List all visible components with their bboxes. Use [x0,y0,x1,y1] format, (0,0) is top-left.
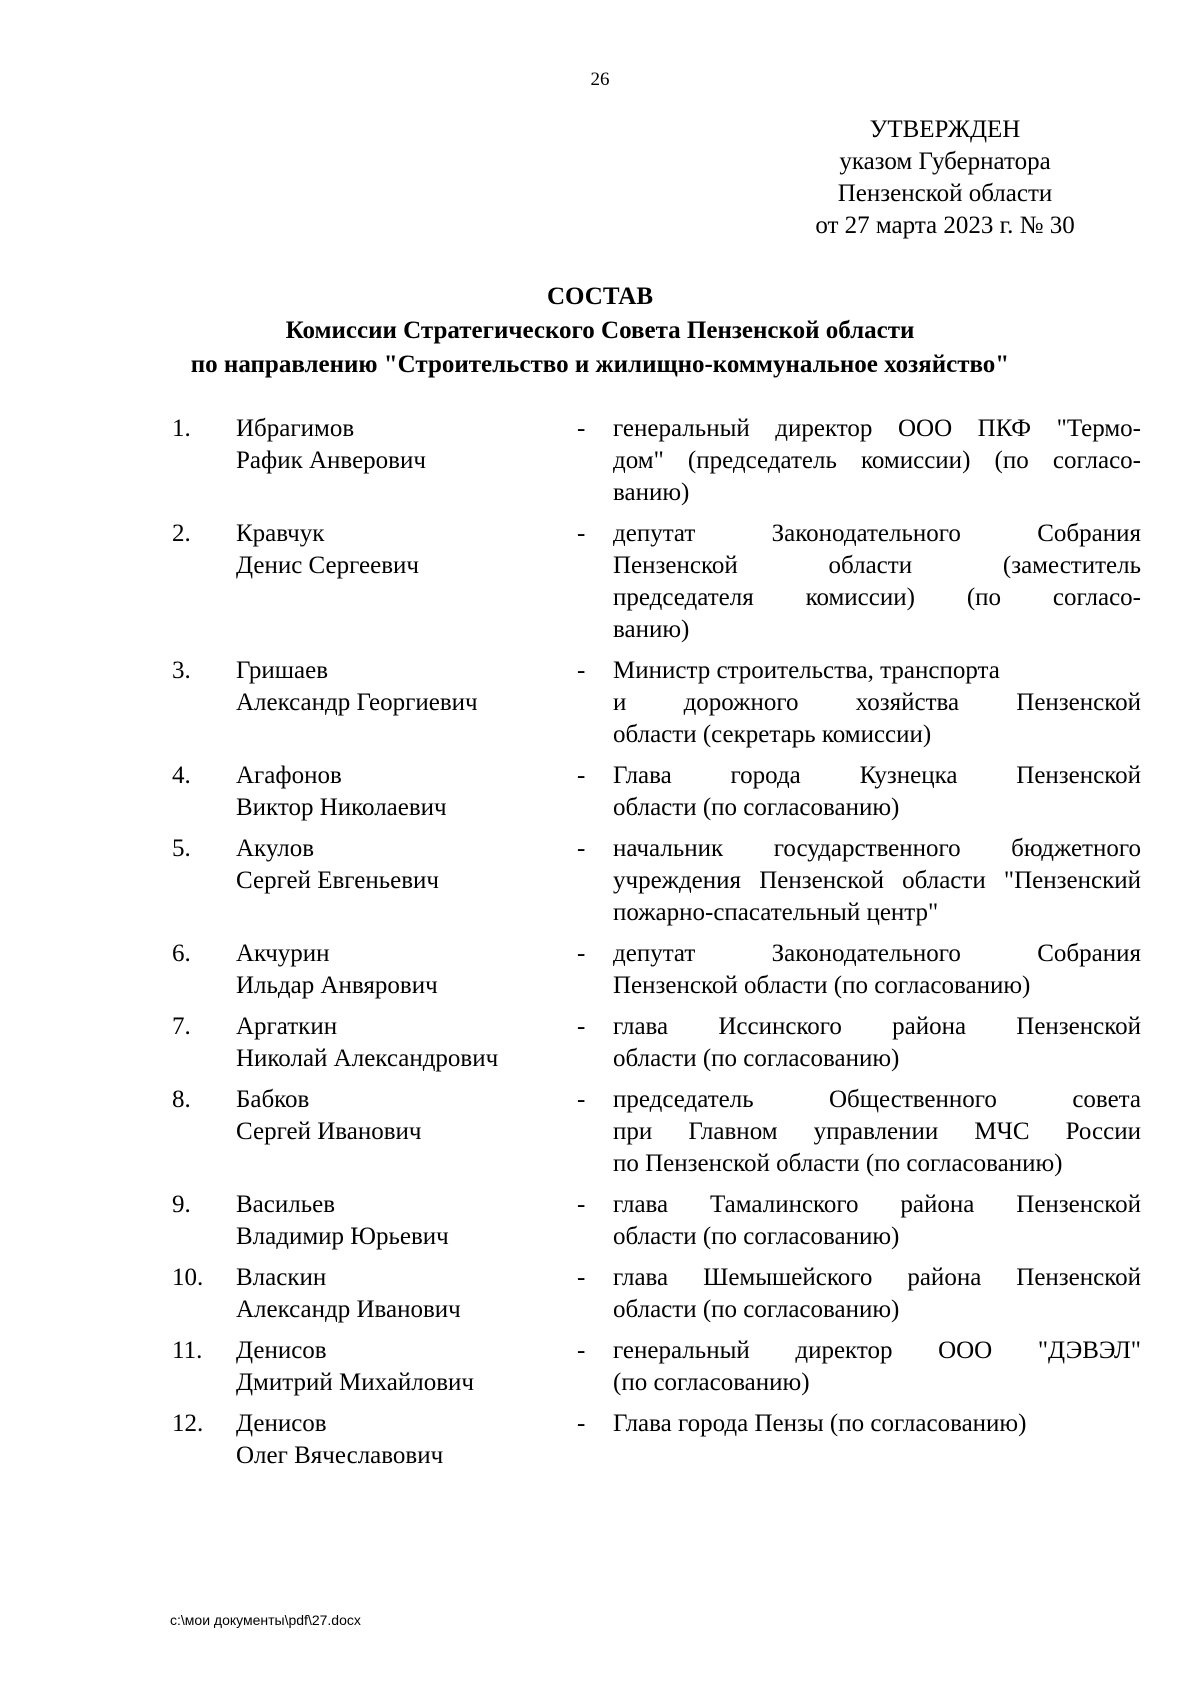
member-position [613,833,1141,929]
member-position-line: области (секретарь комиссии) [613,721,932,748]
member-position [613,655,1141,751]
member-dash: - [577,762,586,789]
approval-stamp [795,114,1095,242]
member-position-line: Глава города Пензы (по согласованию) [613,1410,1027,1437]
member-position-line: председателя комиссии) (по согласо- [613,584,1141,611]
member-position-line: ванию) [613,479,690,506]
member-position [613,1408,1141,1440]
member-number: 11. [172,1337,203,1364]
member-given-name: Сергей Евгеньевич [236,867,439,894]
member-name [236,938,576,1002]
member-number: 1. [172,415,191,442]
member-position-line: при Главном управлении МЧС России [613,1118,1141,1145]
member-row [0,518,1200,646]
member-row [0,1262,1200,1326]
member-position [613,760,1141,824]
member-number: 7. [172,1013,191,1040]
member-position [613,1262,1141,1326]
member-position [613,413,1141,509]
member-position-line: ванию) [613,616,690,643]
member-surname: Агафонов [236,762,342,789]
member-surname: Акчурин [236,940,330,967]
approval-line: Пензенской области [837,180,1053,207]
member-name [236,1408,576,1472]
member-given-name: Александр Иванович [236,1296,461,1323]
member-row [0,655,1200,751]
title-subheading: Комиссии Стратегического Совета Пензенской области [285,317,915,344]
member-surname: Денисов [236,1337,327,1364]
member-position-line: глава Тамалинского района Пензенской [613,1191,1141,1218]
member-position [613,1189,1141,1253]
member-surname: Акулов [236,835,315,862]
member-position-line: и дорожного хозяйства Пензенской [613,689,1141,716]
member-row [0,1011,1200,1075]
member-row [0,1084,1200,1180]
member-surname: Гришаев [236,657,329,684]
member-position-line: по Пензенской области (по согласованию) [613,1150,1063,1177]
member-name [236,1189,576,1253]
member-dash: - [577,835,586,862]
member-surname: Васильев [236,1191,336,1218]
member-number: 6. [172,940,191,967]
member-given-name: Дмитрий Михайлович [236,1369,474,1396]
member-position-line: области (по согласованию) [613,1223,900,1250]
member-row [0,1335,1200,1399]
member-dash: - [577,1086,586,1113]
member-given-name: Владимир Юрьевич [236,1223,449,1250]
member-name [236,1262,576,1326]
member-position-line: генеральный директор ООО "ДЭВЭЛ" [613,1337,1141,1364]
member-position [613,518,1141,646]
member-position-line: глава Шемышейского района Пензенской [613,1264,1141,1291]
member-dash: - [577,1264,586,1291]
member-given-name: Николай Александрович [236,1045,499,1072]
member-surname: Власкин [236,1264,327,1291]
member-position-line: глава Иссинского района Пензенской [613,1013,1141,1040]
member-number: 9. [172,1191,191,1218]
member-number: 8. [172,1086,191,1113]
member-position-line: области (по согласованию) [613,1045,900,1072]
member-surname: Бабков [236,1086,310,1113]
member-position [613,1084,1141,1180]
member-position-line: (по согласованию) [613,1369,810,1396]
member-given-name: Денис Сергеевич [236,552,420,579]
member-row [0,1408,1200,1469]
member-dash: - [577,1337,586,1364]
member-position-line: председатель Общественного совета [613,1086,1141,1113]
member-position [613,1011,1141,1075]
member-number: 4. [172,762,191,789]
member-position-line: области (по согласованию) [613,794,900,821]
member-position-line: начальник государственного бюджетного [613,835,1141,862]
member-given-name: Сергей Иванович [236,1118,422,1145]
member-position-line: депутат Законодательного Собрания [613,520,1141,547]
member-position-line: Глава города Кузнецка Пензенской [613,762,1141,789]
member-position-line: Министр строительства, транспорта [613,657,1000,684]
member-number: 12. [172,1410,204,1437]
member-surname: Кравчук [236,520,325,547]
member-given-name: Ильдар Анвярович [236,972,438,999]
member-row [0,413,1200,509]
document-title [0,280,1200,382]
members-list [0,413,1200,1469]
member-given-name: Рафик Анверович [236,447,426,474]
member-given-name: Александр Георгиевич [236,689,478,716]
member-position-line: дом" (председатель комиссии) (по согласо- [613,447,1141,474]
member-dash: - [577,415,586,442]
member-dash: - [577,520,586,547]
member-row [0,760,1200,824]
member-dash: - [577,940,586,967]
member-dash: - [577,657,586,684]
page-number: 26 [590,69,610,90]
approval-line: от 27 марта 2023 г. № 30 [815,212,1075,239]
member-position-line: Пензенской области (по согласованию) [613,972,1031,999]
member-position-line: пожарно-спасательный центр" [613,899,939,926]
member-dash: - [577,1013,586,1040]
approval-line: УТВЕРЖДЕН [869,116,1021,143]
member-row [0,938,1200,1002]
member-position-line: депутат Законодательного Собрания [613,940,1141,967]
member-number: 5. [172,835,191,862]
member-position [613,938,1141,1002]
member-name [236,760,576,824]
member-surname: Аргаткин [236,1013,338,1040]
member-surname: Ибрагимов [236,415,355,442]
member-dash: - [577,1410,586,1437]
member-dash: - [577,1191,586,1218]
member-number: 3. [172,657,191,684]
member-position-line: Пензенской области (заместитель [613,552,1141,579]
member-name [236,833,576,897]
member-surname: Денисов [236,1410,327,1437]
member-number: 10. [172,1264,204,1291]
member-name [236,518,576,582]
member-row [0,1189,1200,1253]
member-given-name: Олег Вячеславович [236,1442,444,1469]
file-path-footer: c:\мои документы\pdf\27.docx [170,1612,361,1628]
member-name [236,1084,576,1148]
member-name [236,1011,576,1075]
member-position-line: учреждения Пензенской области "Пензенский [613,867,1141,894]
member-name [236,1335,576,1399]
member-position-line: области (по согласованию) [613,1296,900,1323]
member-given-name: Виктор Николаевич [236,794,447,821]
member-position-line: генеральный директор ООО ПКФ "Термо- [613,415,1141,442]
member-name [236,655,576,719]
member-position [613,1335,1141,1399]
title-subheading: по направлению "Строительство и жилищно-коммунальное хозяйство" [190,351,1010,378]
member-row [0,833,1200,929]
title-heading: СОСТАВ [546,283,654,310]
approval-line: указом Губернатора [839,148,1051,175]
member-number: 2. [172,520,191,547]
member-name [236,413,576,477]
